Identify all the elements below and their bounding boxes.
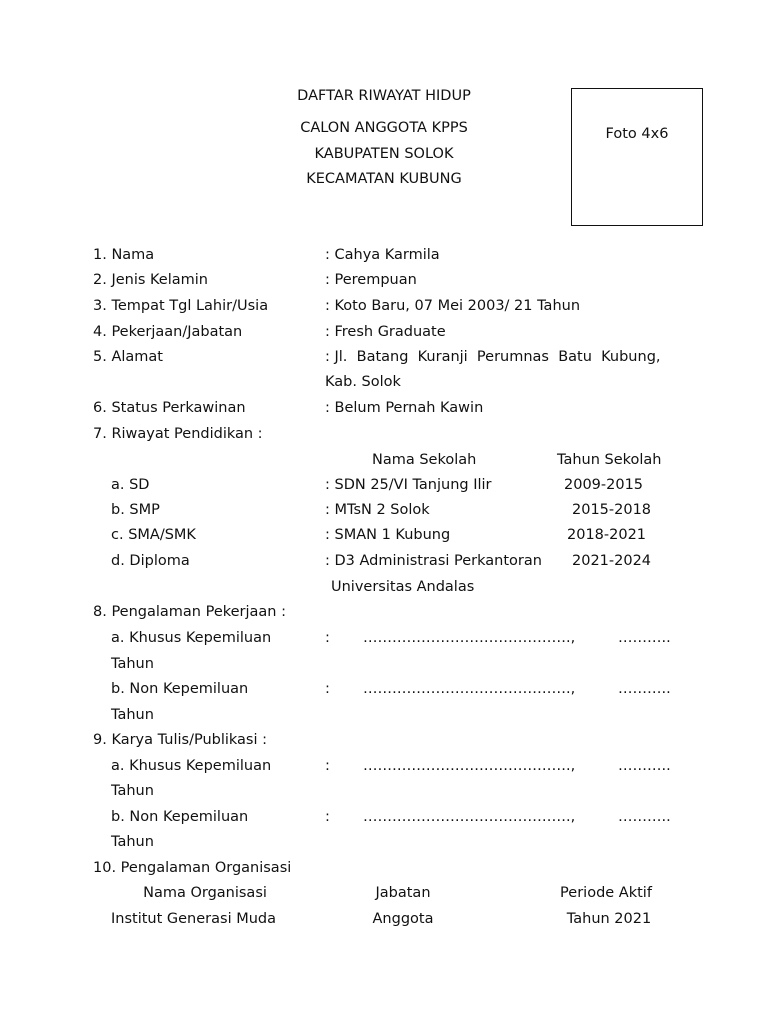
- header-line-position: CALON ANGGOTA KPPS: [300, 120, 468, 136]
- education-heading: 7. Riwayat Pendidikan :: [93, 426, 263, 442]
- work-label-election: a. Khusus Kepemiluan: [111, 630, 272, 646]
- work-label-non-election: b. Non Kepemiluan: [111, 681, 249, 697]
- work-dots: …………………………………….,: [363, 630, 576, 646]
- field-label-birth: 3. Tempat Tgl Lahir/Usia: [93, 298, 269, 314]
- field-value-gender: : Perempuan: [325, 272, 417, 288]
- header-line-district: KECAMATAN KUBUNG: [306, 171, 462, 187]
- writing-label-non-election: b. Non Kepemiluan: [111, 809, 249, 825]
- field-label-occupation: 4. Pekerjaan/Jabatan: [93, 324, 243, 340]
- photo-placeholder: [571, 88, 703, 226]
- writing-unit: Tahun: [111, 834, 154, 850]
- writing-colon: :: [325, 758, 330, 774]
- field-value-address-line2: Kab. Solok: [325, 374, 401, 390]
- work-heading: 8. Pengalaman Pekerjaan :: [93, 604, 286, 620]
- document-title: DAFTAR RIWAYAT HIDUP: [297, 88, 471, 104]
- work-dots-year: ………..: [618, 681, 671, 697]
- photo-label: Foto 4x6: [605, 126, 669, 142]
- writing-heading: 9. Karya Tulis/Publikasi :: [93, 732, 268, 748]
- writing-dots-year: ………..: [618, 809, 671, 825]
- writing-unit: Tahun: [111, 783, 154, 799]
- education-school: : SMAN 1 Kubung: [325, 527, 451, 543]
- work-dots: …………………………………….,: [363, 681, 576, 697]
- education-school: : D3 Administrasi Perkantoran: [325, 553, 542, 569]
- writing-label-election: a. Khusus Kepemiluan: [111, 758, 272, 774]
- field-value-address: : Jl. Batang Kuranji Perumnas Batu Kubung,: [325, 349, 661, 365]
- education-col-year: Tahun Sekolah: [557, 452, 662, 468]
- organization-name: Institut Generasi Muda: [111, 911, 277, 927]
- organization-col-period: Periode Aktif: [560, 885, 652, 901]
- work-unit: Tahun: [111, 707, 154, 723]
- education-year: 2015-2018: [572, 502, 652, 518]
- organization-period: Tahun 2021: [566, 911, 652, 927]
- education-school: : SDN 25/VI Tanjung Ilir: [325, 477, 492, 493]
- field-label-marital: 6. Status Perkawinan: [93, 400, 246, 416]
- field-value-occupation: : Fresh Graduate: [325, 324, 446, 340]
- work-unit: Tahun: [111, 656, 154, 672]
- education-school: : MTsN 2 Solok: [325, 502, 430, 518]
- organization-position: Anggota: [372, 911, 434, 927]
- field-label-name: 1. Nama: [93, 247, 155, 263]
- writing-colon: :: [325, 809, 330, 825]
- education-year: 2021-2024: [572, 553, 652, 569]
- field-value-birth: : Koto Baru, 07 Mei 2003/ 21 Tahun: [325, 298, 581, 314]
- writing-dots-year: ………..: [618, 758, 671, 774]
- work-colon: :: [325, 681, 330, 697]
- work-colon: :: [325, 630, 330, 646]
- education-year: 2018-2021: [567, 527, 647, 543]
- header-line-regency: KABUPATEN SOLOK: [314, 146, 454, 162]
- field-label-address: 5. Alamat: [93, 349, 163, 365]
- field-value-name: : Cahya Karmila: [325, 247, 440, 263]
- writing-dots: …………………………………….,: [363, 809, 576, 825]
- organization-heading: 10. Pengalaman Organisasi: [93, 860, 292, 876]
- education-year: 2009-2015: [564, 477, 644, 493]
- organization-col-position: Jabatan: [375, 885, 431, 901]
- education-level: b. SMP: [111, 502, 160, 518]
- writing-dots: …………………………………….,: [363, 758, 576, 774]
- education-level: a. SD: [111, 477, 150, 493]
- education-level: c. SMA/SMK: [111, 527, 196, 543]
- field-label-gender: 2. Jenis Kelamin: [93, 272, 208, 288]
- education-col-school: Nama Sekolah: [372, 452, 477, 468]
- organization-col-name: Nama Organisasi: [143, 885, 267, 901]
- field-value-marital: : Belum Pernah Kawin: [325, 400, 484, 416]
- work-dots-year: ………..: [618, 630, 671, 646]
- education-school-line2: Universitas Andalas: [331, 579, 475, 595]
- education-level: d. Diploma: [111, 553, 190, 569]
